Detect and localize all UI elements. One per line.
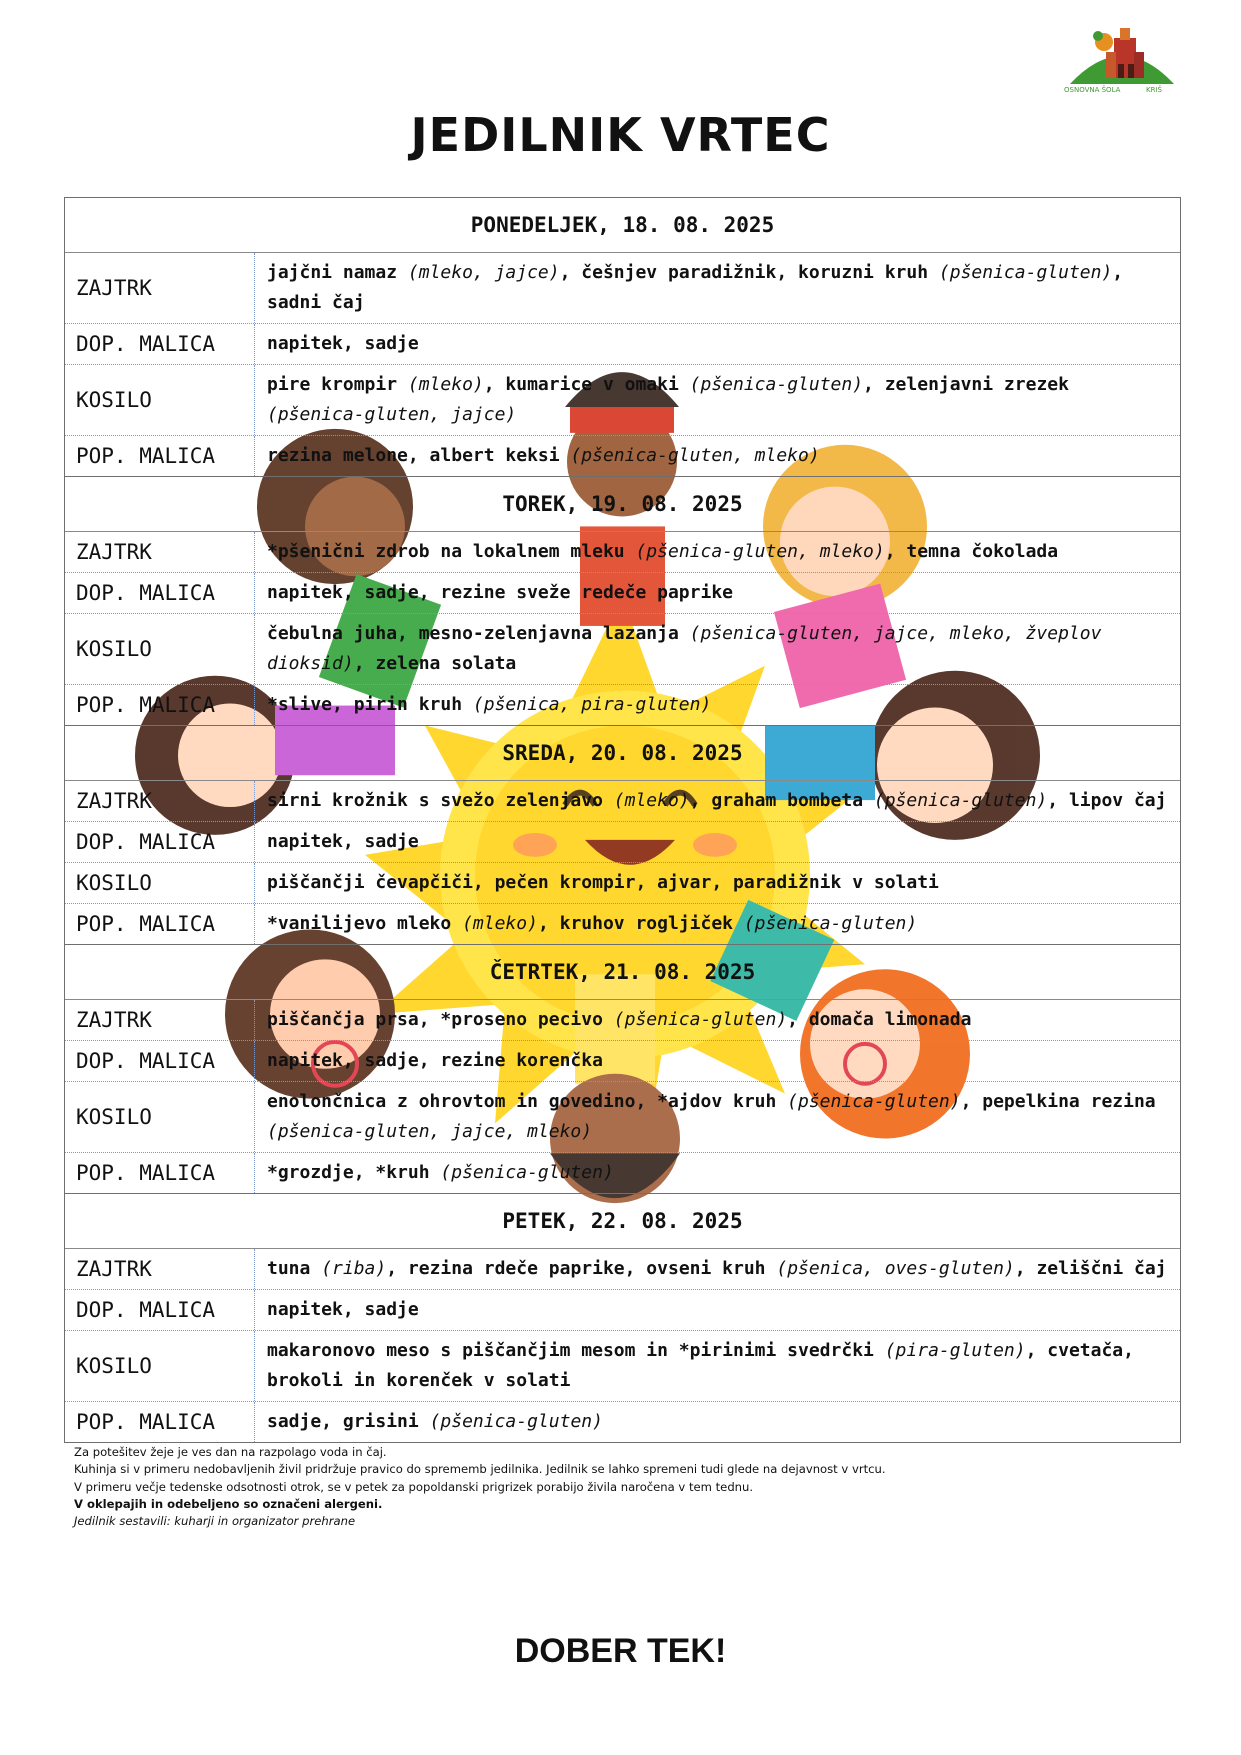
meal-food: [255, 614, 1180, 684]
food-text: sirni krožnik s svežo zelenjavo: [267, 790, 614, 811]
meal-label: ZAJTRK: [65, 781, 255, 821]
food-text: napitek, sadje: [267, 831, 419, 852]
meal-row: [65, 822, 1180, 863]
meal-row: [65, 1290, 1180, 1331]
meal-row: [65, 1082, 1180, 1153]
allergen-text: (pšenica-gluten): [743, 913, 918, 934]
meal-label: DOP. MALICA: [65, 324, 255, 364]
food-text: , češnjev paradižnik, koruzni kruh: [559, 262, 939, 283]
meal-label: KOSILO: [65, 365, 255, 435]
meal-row: [65, 781, 1180, 822]
allergen-text: (pšenica-gluten): [613, 1009, 788, 1030]
allergen-text: (pšenica, pira-gluten): [472, 694, 712, 715]
meal-row: [65, 1041, 1180, 1082]
day-wednesday: [65, 725, 1180, 944]
meal-food: [255, 365, 1180, 435]
day-monday: [65, 198, 1180, 476]
meal-food: [255, 253, 1180, 323]
food-text: , domača limonada: [787, 1009, 972, 1030]
meal-food: [255, 904, 1180, 944]
closing-text: DOBER TEK!: [514, 1632, 727, 1670]
meal-food: [255, 863, 1180, 903]
logo-text-right: KRIŠ: [1146, 86, 1162, 94]
allergen-text: (riba): [321, 1258, 387, 1279]
meal-food: [255, 1082, 1180, 1152]
meal-food: [255, 685, 1180, 725]
allergen-text: (pšenica-gluten, mleko): [635, 541, 885, 562]
food-text: , zelenjavni zrezek: [863, 374, 1069, 395]
meal-food: [255, 1000, 1180, 1040]
food-text: piščančja prsa, *proseno pecivo: [267, 1009, 614, 1030]
food-text: rezina melone, albert keksi: [267, 445, 571, 466]
meal-row: [65, 1331, 1180, 1402]
note-authors: Jedilnik sestavili: kuharji in organizator prehrane: [74, 1514, 356, 1529]
footnotes: [74, 1444, 886, 1530]
note-allergens: V oklepajih in odebeljeno so označeni alergeni.: [74, 1496, 383, 1511]
allergen-text: (mleko): [462, 913, 538, 934]
food-text: napitek, sadje, rezine sveže redeče paprike: [267, 582, 733, 603]
allergen-text: (pira-gluten): [884, 1340, 1026, 1361]
allergen-text: (pšenica-gluten, jajce, mleko): [267, 1121, 593, 1142]
day-friday: [65, 1193, 1180, 1442]
food-text: piščančji čevapčiči, pečen krompir, ajvar, paradižnik v solati: [267, 872, 939, 893]
meal-label: POP. MALICA: [65, 1153, 255, 1193]
food-text: sadje, grisini: [267, 1411, 430, 1432]
food-text: *pšenični zdrob na lokalnem mleku: [267, 541, 636, 562]
meal-label: POP. MALICA: [65, 1402, 255, 1442]
food-text: napitek, sadje: [267, 333, 419, 354]
allergen-text: (mleko, jajce): [407, 262, 560, 283]
meal-row: [65, 685, 1180, 725]
meal-food: [255, 1402, 1180, 1442]
meal-food: [255, 436, 1180, 476]
allergen-text: (pšenica-gluten): [873, 790, 1048, 811]
food-text: čebulna juha, mesno-zelenjavna lazanja: [267, 623, 690, 644]
meal-row: [65, 436, 1180, 476]
allergen-text: (pšenica, oves-gluten): [776, 1258, 1015, 1279]
food-text: makaronovo meso s piščančjim mesom in *pirinimi svedrčki: [267, 1340, 885, 1361]
meal-row: [65, 904, 1180, 944]
meal-label: DOP. MALICA: [65, 1290, 255, 1330]
food-text: napitek, sadje: [267, 1299, 419, 1320]
meal-row: [65, 1402, 1180, 1442]
menu-table: [64, 197, 1181, 1443]
allergen-text: (pšenica-gluten): [689, 374, 864, 395]
meal-food: [255, 1290, 1180, 1330]
note-absence: V primeru večje tedenske odsotnosti otrok, se v petek za popoldanski prigrizek porabijo živila naročena v tem tednu.: [74, 1479, 754, 1494]
day-thursday: [65, 944, 1180, 1193]
meal-label: KOSILO: [65, 863, 255, 903]
allergen-text: (pšenica-gluten): [440, 1162, 614, 1183]
allergen-text: (mleko): [407, 374, 484, 395]
meal-label: KOSILO: [65, 1082, 255, 1152]
allergen-text: (pšenica-gluten, jajce, mleko, žveplov dioksid): [267, 623, 1102, 674]
food-text: , lipov čaj: [1047, 790, 1167, 811]
meal-food: [255, 573, 1180, 613]
food-text: , kruhov rogljiček: [537, 913, 744, 934]
meal-row: [65, 1153, 1180, 1193]
meal-label: ZAJTRK: [65, 532, 255, 572]
meal-food: [255, 532, 1180, 572]
meal-row: [65, 532, 1180, 573]
food-text: *vanilijevo mleko: [267, 913, 463, 934]
food-text: , temna čokolada: [884, 541, 1059, 562]
food-text: , zelena solata: [353, 653, 517, 674]
school-logo: [1062, 18, 1180, 96]
meal-row: [65, 863, 1180, 904]
allergen-text: (pšenica-gluten): [787, 1091, 961, 1112]
food-text: *grozdje, *kruh: [267, 1162, 441, 1183]
meal-row: [65, 1000, 1180, 1041]
food-text: *slive, pirin kruh: [267, 694, 473, 715]
food-text: , cvetača, brokoli in korenček v solati: [267, 1340, 1134, 1391]
food-text: , kumarice v omaki: [483, 374, 690, 395]
food-text: , graham bombeta: [689, 790, 874, 811]
note-water: Za potešitev žeje je ves dan na razpolago voda in čaj.: [74, 1445, 387, 1459]
meal-row: [65, 1249, 1180, 1290]
meal-label: DOP. MALICA: [65, 822, 255, 862]
meal-label: ZAJTRK: [65, 1000, 255, 1040]
meal-food: [255, 1041, 1180, 1081]
allergen-text: (pšenica-gluten): [429, 1411, 603, 1432]
meal-label: POP. MALICA: [65, 436, 255, 476]
food-text: pire krompir: [267, 374, 408, 395]
meal-food: [255, 1249, 1180, 1289]
meal-label: KOSILO: [65, 1331, 255, 1401]
food-text: napitek, sadje, rezine korenčka: [267, 1050, 603, 1071]
day-date: SREDA, 20. 08. 2025: [65, 725, 1180, 781]
meal-label: ZAJTRK: [65, 253, 255, 323]
meal-label: DOP. MALICA: [65, 573, 255, 613]
day-tuesday: [65, 476, 1180, 725]
meal-label: ZAJTRK: [65, 1249, 255, 1289]
meal-food: [255, 1331, 1180, 1401]
day-date: PONEDELJEK, 18. 08. 2025: [65, 198, 1180, 253]
meal-label: POP. MALICA: [65, 685, 255, 725]
meal-row: [65, 614, 1180, 685]
meal-row: [65, 365, 1180, 436]
meal-food: [255, 324, 1180, 364]
allergen-text: (pšenica-gluten, jajce): [267, 404, 517, 425]
meal-row: [65, 573, 1180, 614]
food-text: , pepelkina rezina: [960, 1091, 1156, 1112]
day-date: PETEK, 22. 08. 2025: [65, 1193, 1180, 1249]
allergen-text: (pšenica-gluten): [938, 262, 1113, 283]
page-title: JEDILNIK VRTEC: [410, 108, 831, 162]
meal-row: [65, 324, 1180, 365]
day-date: ČETRTEK, 21. 08. 2025: [65, 944, 1180, 1000]
meal-label: KOSILO: [65, 614, 255, 684]
meal-row: [65, 253, 1180, 324]
allergen-text: (pšenica-gluten, mleko): [570, 445, 820, 466]
food-text: tuna: [267, 1258, 322, 1279]
meal-food: [255, 781, 1180, 821]
food-text: enolončnica z ohrovtom in govedino, *ajdov kruh: [267, 1091, 788, 1112]
allergen-text: (mleko): [613, 790, 690, 811]
food-text: , zeliščni čaj: [1014, 1258, 1167, 1279]
food-text: , rezina rdeče paprike, ovseni kruh: [386, 1258, 777, 1279]
meal-food: [255, 1153, 1180, 1193]
logo-text-left: OSNOVNA ŠOLA: [1064, 86, 1121, 94]
note-changes: Kuhinja si v primeru nedobavljenih živil pridržuje pravico do sprememb jedilnika. Jedilnik se lahko spremeni tudi glede na dejavnost v vrtcu.: [74, 1462, 886, 1477]
meal-food: [255, 822, 1180, 862]
day-date: TOREK, 19. 08. 2025: [65, 476, 1180, 532]
meal-label: DOP. MALICA: [65, 1041, 255, 1081]
meal-label: POP. MALICA: [65, 904, 255, 944]
food-text: jajčni namaz: [267, 262, 408, 283]
food-text: , sadni čaj: [267, 262, 1124, 313]
